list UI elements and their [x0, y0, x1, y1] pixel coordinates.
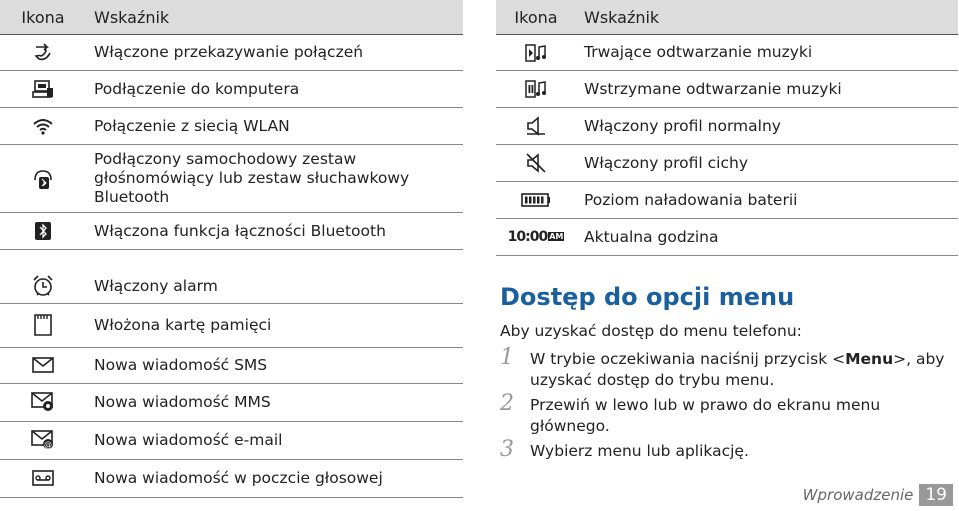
table-row — [0, 71, 463, 108]
step-text: W trybie oczekiwania naciśnij przycisk < — [530, 350, 846, 368]
steps-list — [500, 345, 955, 466]
row-label: Nowa wiadomość SMS — [86, 347, 463, 383]
table-gap — [0, 250, 463, 271]
pc-connection-icon — [32, 79, 54, 99]
row-label: Włożona kartę pamięci — [86, 303, 463, 347]
table-row — [0, 145, 463, 213]
right-indicator-table — [496, 0, 958, 256]
bluetooth-carkit-icon — [32, 168, 54, 190]
memory-card-icon — [33, 314, 53, 336]
row-label: Wstrzymane odtwarzanie muzyki — [576, 71, 958, 108]
row-label: Nowa wiadomość e-mail — [86, 421, 463, 459]
section-title: Dostęp do opcji menu — [500, 283, 795, 311]
page-number: 19 — [919, 484, 953, 506]
music-paused-icon — [525, 80, 547, 98]
table-row — [496, 145, 958, 182]
table-row — [0, 347, 463, 383]
clock-icon — [496, 219, 576, 256]
table-row — [496, 182, 958, 219]
row-label: Nowa wiadomość w poczcie głosowej — [86, 459, 463, 497]
speaker-silent-icon — [526, 153, 546, 173]
section-intro: Aby uzyskać dostęp do menu telefonu: — [500, 322, 802, 340]
speaker-normal-icon — [526, 116, 546, 136]
row-label: Włączony profil cichy — [576, 145, 958, 182]
row-label: Włączona funkcja łączności Bluetooth — [86, 213, 463, 250]
table-row — [0, 108, 463, 145]
table-row — [0, 270, 463, 303]
mms-icon — [31, 392, 55, 412]
table-row — [0, 421, 463, 459]
clock-suffix: AM — [549, 232, 564, 241]
music-playing-icon — [525, 44, 547, 62]
step-key: Menu — [845, 350, 894, 368]
row-label: Poziom naładowania baterii — [576, 182, 958, 219]
step-item — [500, 391, 955, 437]
row-label: Nowa wiadomość MMS — [86, 383, 463, 421]
wlan-icon — [32, 117, 54, 135]
step-item — [500, 437, 955, 462]
row-label: Podłączenie do komputera — [86, 71, 463, 108]
row-label: Trwające odtwarzanie muzyki — [576, 35, 958, 71]
header-indicator: Wskaźnik — [86, 0, 463, 35]
call-forward-icon — [32, 43, 54, 63]
row-label: Aktualna godzina — [576, 219, 958, 256]
table-row — [0, 383, 463, 421]
table-row — [496, 108, 958, 145]
step-number: 3 — [500, 437, 514, 462]
row-label: Podłączony samochodowy zestaw głośnomówiący lub zestaw słuchawkowy Bluetooth — [86, 145, 463, 213]
table-row — [0, 213, 463, 250]
header-icon: Ikona — [0, 0, 86, 35]
alarm-icon — [32, 275, 54, 297]
page-footer — [803, 484, 953, 506]
email-icon — [31, 430, 55, 450]
step-number: 2 — [500, 391, 514, 416]
footer-label: Wprowadzenie — [802, 486, 914, 504]
left-indicator-table — [0, 0, 463, 498]
table-header — [0, 0, 463, 35]
table-header — [496, 0, 958, 35]
row-label: Włączony alarm — [86, 270, 463, 303]
table-row — [496, 219, 958, 256]
voicemail-icon — [32, 470, 54, 486]
step-item — [500, 345, 955, 391]
step-text: Przewiń w lewo lub w prawo do ekranu menu głównego. — [530, 396, 881, 435]
step-text: >, aby uzyskać dostęp do trybu menu. — [530, 350, 945, 389]
row-label: Włączone przekazywanie połączeń — [86, 35, 463, 71]
battery-icon — [521, 192, 551, 208]
step-text: Wybierz menu lub aplikację. — [530, 442, 749, 460]
row-label: Włączony profil normalny — [576, 108, 958, 145]
bluetooth-icon — [34, 221, 52, 241]
table-row — [496, 71, 958, 108]
row-label: Połączenie z siecią WLAN — [86, 108, 463, 145]
header-icon: Ikona — [496, 0, 576, 35]
table-row — [0, 303, 463, 347]
svg-text:@: @ — [44, 440, 52, 449]
step-number: 1 — [500, 345, 514, 370]
clock-time: 10:00 — [507, 229, 548, 245]
table-row — [0, 459, 463, 497]
table-row — [0, 35, 463, 71]
header-indicator: Wskaźnik — [576, 0, 958, 35]
table-row — [496, 35, 958, 71]
sms-icon — [32, 357, 54, 373]
